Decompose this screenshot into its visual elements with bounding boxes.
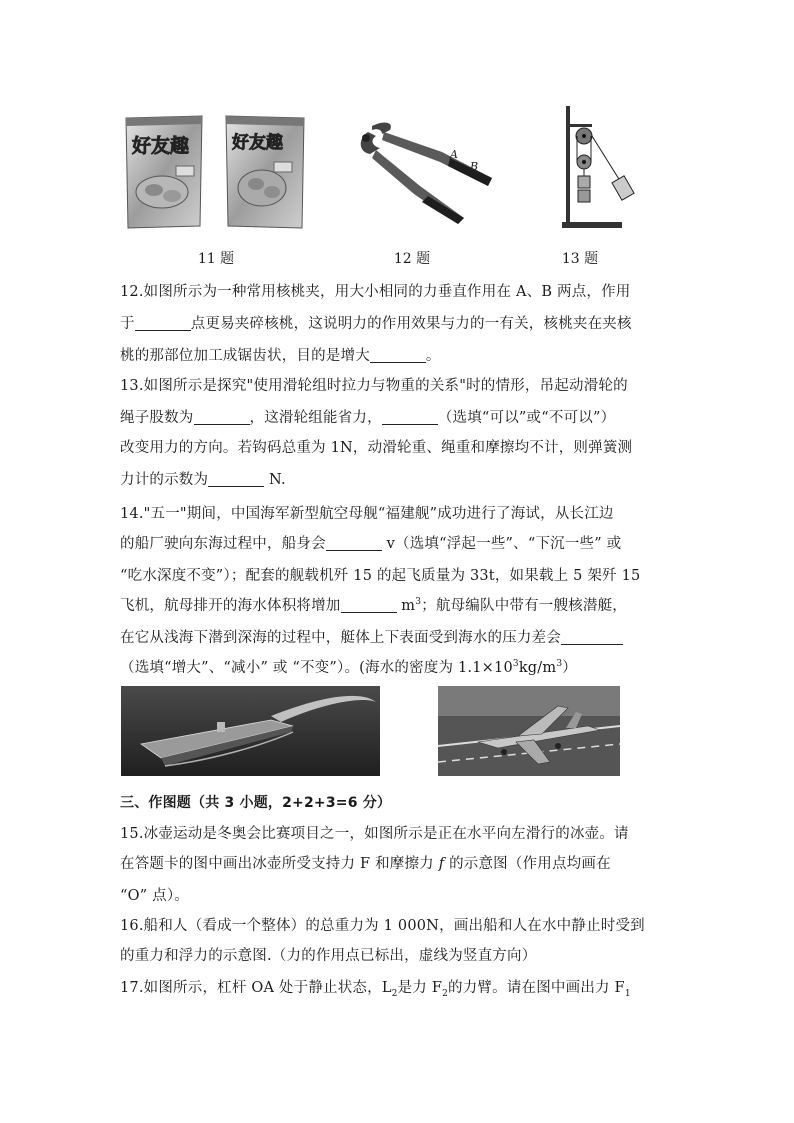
snack-bags-image [122,112,308,232]
figure-11-snack-bags [122,112,308,232]
q14-line-4 [120,594,627,615]
figure-11-caption: 11 题 [197,251,235,267]
answer-blank[interactable] [194,410,250,426]
q12-text: 。 [425,348,441,364]
q15-line-1: 15.冰壶运动是冬奥会比赛项目之一，如图所示是正在水平向左滑行的冰壶。请 [120,826,629,842]
q15-line-3: “O” 点）。 [120,888,189,904]
jet-image [438,686,620,776]
q17-text: 的力臂。请在图中画出力 F [448,980,625,996]
q12-text: 桃的那部位加工成锯齿状，目的是增大 [120,348,370,364]
q13-text: （选填“可以”或“不可以”） [437,410,616,426]
q14-text: 的船厂驶向东海过程中，船身会 [120,536,326,552]
fighter-jet-photo [438,686,620,776]
q14-text: 飞机，航母排开的海水体积将增加 [120,598,341,614]
answer-blank[interactable] [208,472,264,488]
figure-12-caption: 12 题 [393,251,431,267]
aircraft-carrier-photo [121,686,380,776]
q14-text: ） [562,660,577,676]
figure-12-nutcracker [354,118,496,228]
q13-text: 绳子股数为 [120,410,194,426]
pulley-setup-image [558,104,638,232]
q14-text: （选填“增大”、“减小” 或 “不变”）。(海水的密度为 1.1×10 [120,660,513,676]
q12-line-1: 12.如图所示为一种常用核桃夹，用大小相同的力垂直作用在 A、B 两点，作用 [120,284,631,300]
q13-line-3: 改变用力的方向。若钩码总重为 1N，动滑轮重、绳重和摩擦均不计，则弹簧测 [120,440,633,456]
q17-sub: 2 [391,988,398,999]
q12-line-3 [120,344,441,365]
figure-13-caption: 13 题 [561,251,599,267]
q14-sup: 3 [512,659,519,670]
q14-line-2 [120,532,621,553]
q17-text: 是力 F [397,980,443,996]
q14-line-3: “吃水深度不变”）；配套的舰载机歼 15 的起飞质量为 33t，如果载上 5 架歼 15 [120,568,641,584]
q17-sub: 1 [624,988,631,999]
q14-line-5 [120,626,623,647]
answer-blank[interactable] [326,536,382,552]
q14-text: ；航母编队中带有一艘核潜艇， [421,598,628,614]
answer-blank[interactable] [341,598,397,614]
answer-blank[interactable] [370,348,426,364]
section-3-heading: 三、作图题（共 3 小题，2+2+3=6 分） [120,795,392,811]
q13-line-4 [120,468,286,489]
nutcracker-image [354,118,496,228]
q14-sup: 3 [556,659,563,670]
q15-text: 的示意图（作用点均画在 [444,856,611,872]
q17-line-1 [120,976,631,997]
q14-line-6 [120,656,577,677]
q15-line-2 [120,852,611,873]
q15-f-italic: f [438,856,445,872]
q12-line-2 [120,312,632,333]
q14-text: m [396,598,416,614]
q15-text: 在答题卡的图中画出冰壶所受支持力 F 和摩擦力 [120,856,439,872]
q17-text: 17.如图所示，杠杆 OA 处于静止状态，L [120,980,392,996]
q12-text: 点更易夹碎核桃，这说明力的作用效果与力的一有关，核桃夹在夹核 [190,316,632,332]
q14-text: 在它从浅海下潜到深海的过程中，艇体上下表面受到海水的压力差会 [120,630,561,646]
q16-line-2: 的重力和浮力的示意图.（力的作用点已标出，虚线为竖直方向） [120,948,537,964]
q16-line-1: 16.船和人（看成一个整体）的总重力为 1 000N，画出船和人在水中静止时受到 [120,918,645,934]
snack-brand-text-1: 好友趣 [132,135,190,157]
q14-line-1: 14."五一"期间，中国海军新型航空母舰“福建舰”成功进行了海试，从长江边 [120,506,614,522]
label-b: B [470,160,479,173]
answer-blank[interactable] [561,630,623,646]
q12-text: 于 [120,316,135,332]
q13-text: ，这滑轮组能省力， [249,410,382,426]
label-a: A [450,148,458,161]
carrier-image [121,686,380,776]
snack-brand-text-2: 好友趣 [232,133,283,153]
q14-text: kg/m [518,660,557,676]
q14-text: v（选填“浮起一些”、“下沉一些” 或 [381,536,622,552]
q17-sub: 2 [442,988,449,999]
q13-line-2 [120,406,615,427]
answer-blank[interactable] [135,316,191,332]
answer-blank[interactable] [382,410,438,426]
figure-13-pulley [558,104,638,232]
q14-sup: 3 [415,597,422,608]
q13-line-1: 13.如图所示是探究"使用滑轮组时拉力与物重的关系"时的情形，吊起动滑轮的 [120,378,628,394]
q13-text: 力计的示数为 [120,472,209,488]
q13-text: N. [264,472,286,488]
